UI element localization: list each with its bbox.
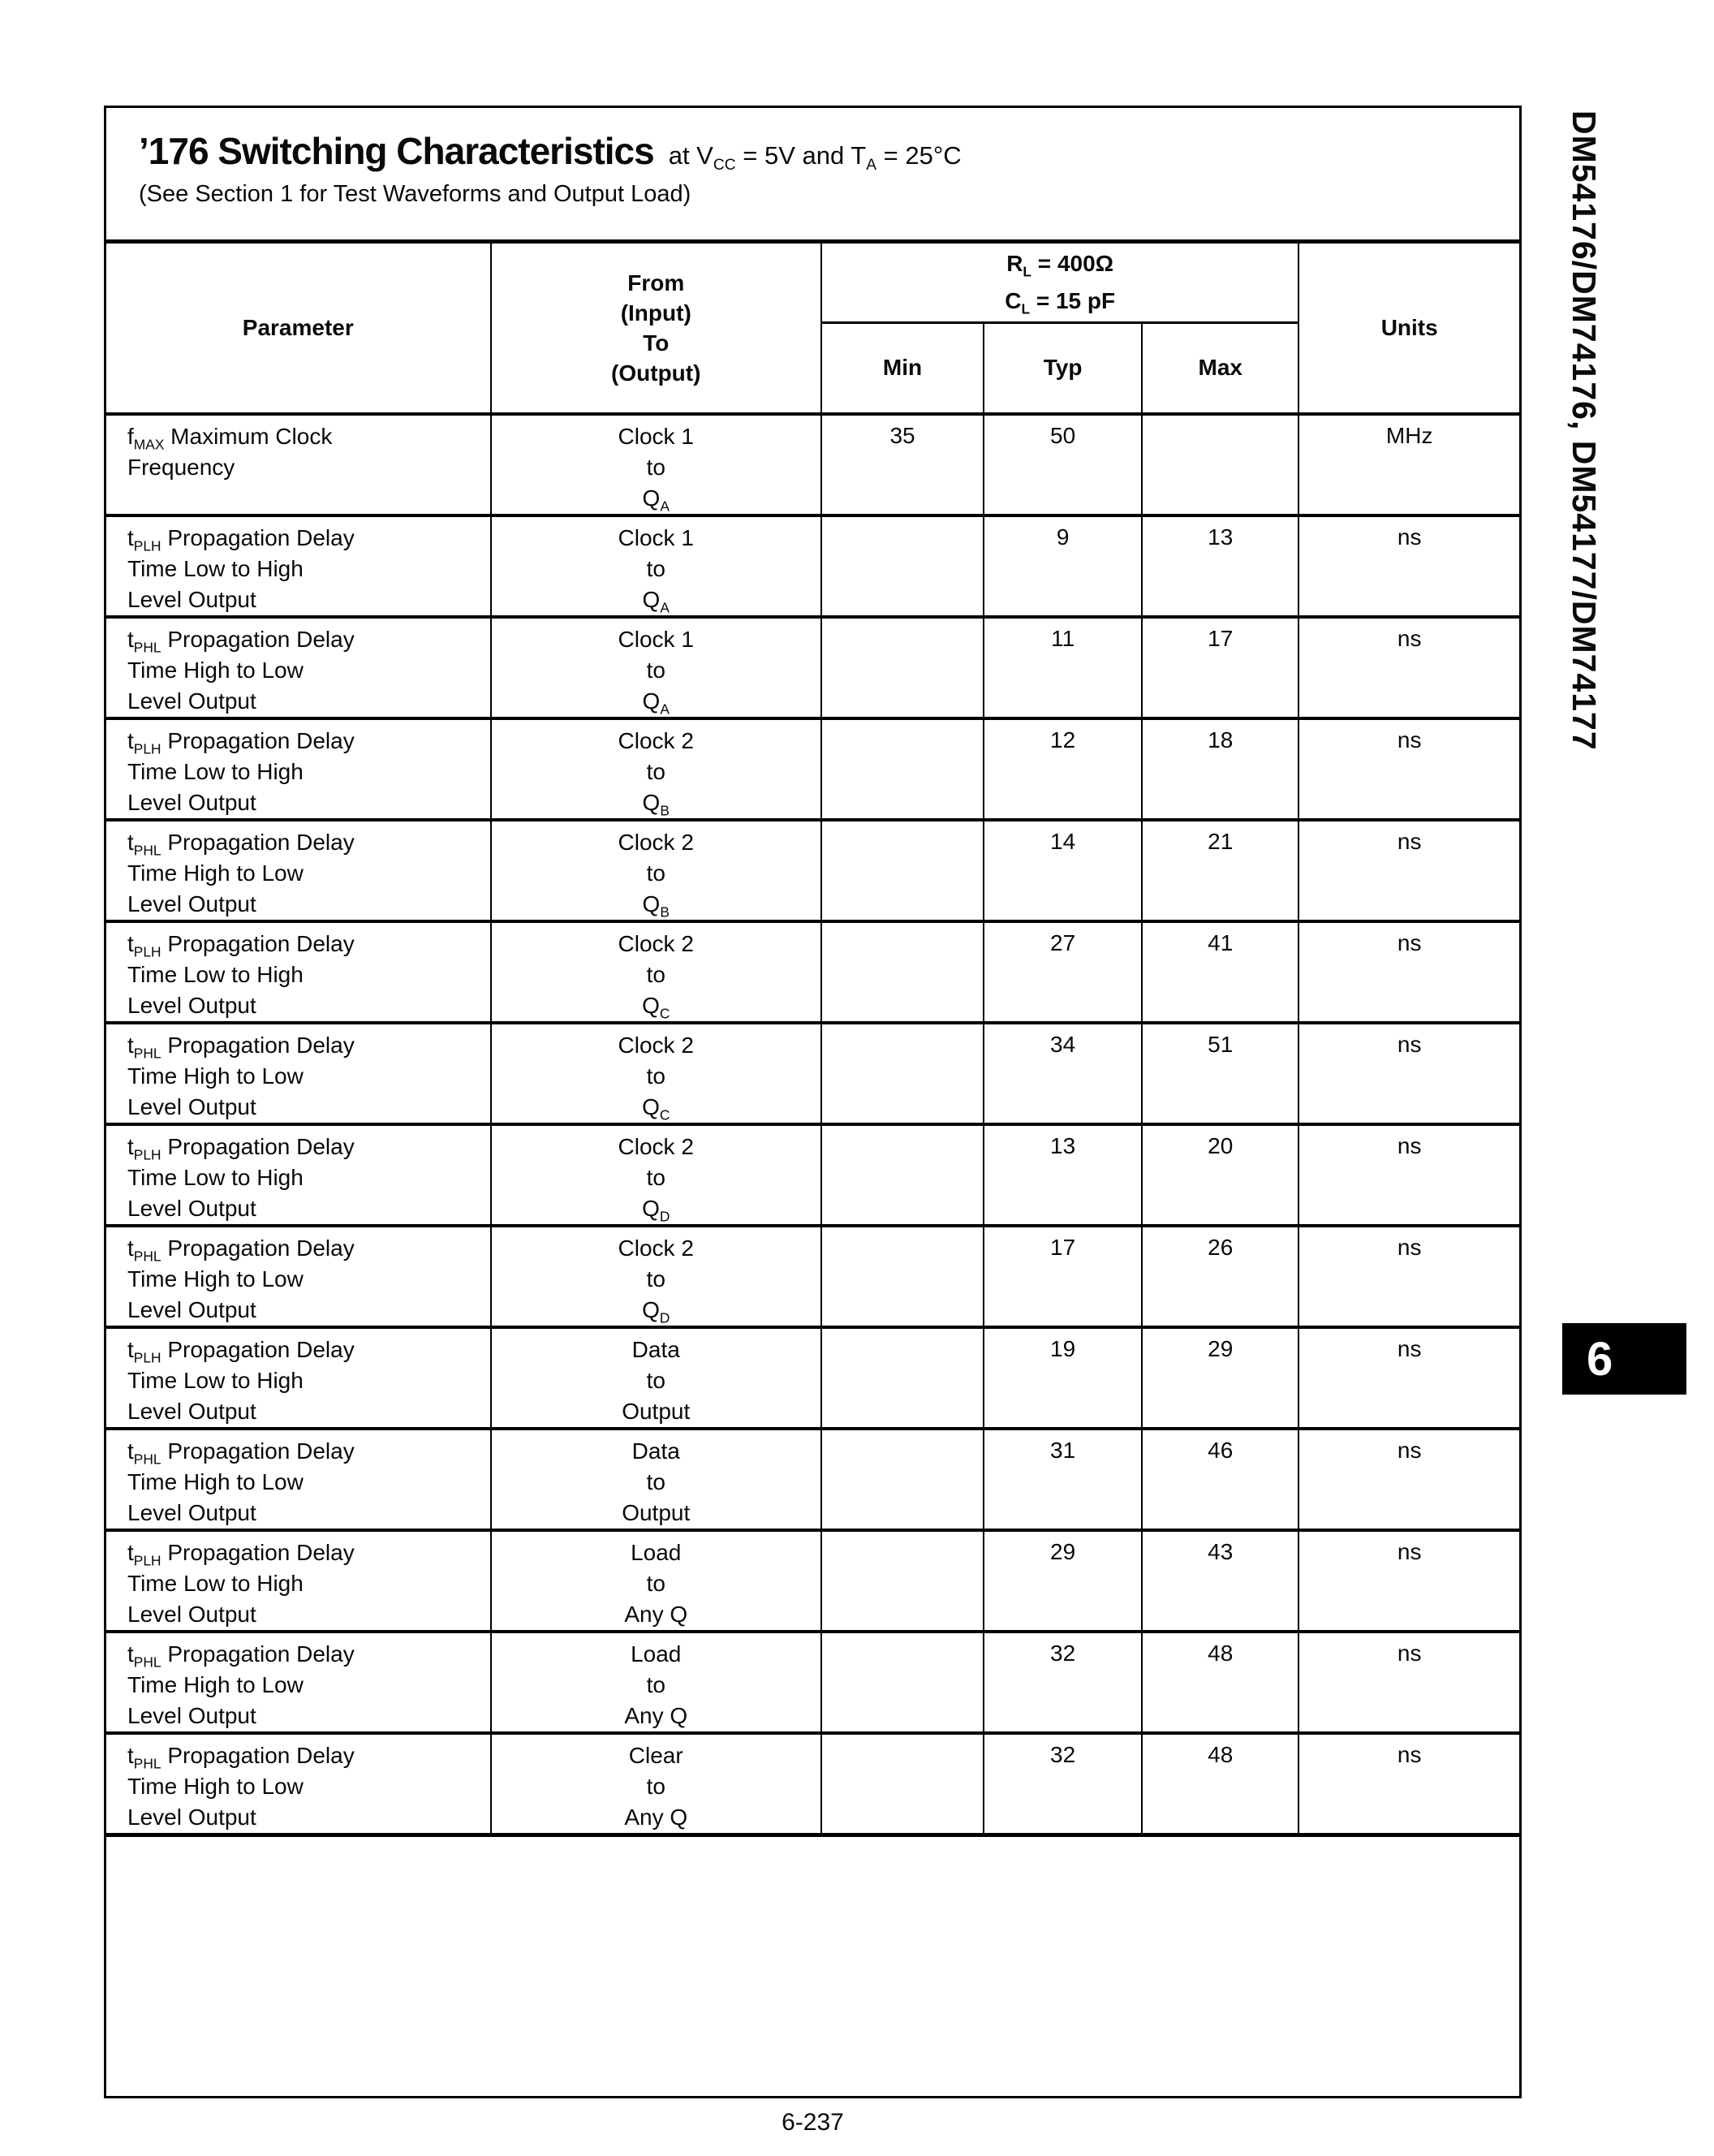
to-word: to bbox=[646, 1164, 665, 1190]
to-word: to bbox=[646, 758, 665, 784]
units-cell: ns bbox=[1298, 1429, 1519, 1530]
parameter-line-2: Time High to Low bbox=[127, 1266, 304, 1291]
to-word: to bbox=[646, 1063, 665, 1089]
from-to-cell bbox=[491, 1429, 821, 1530]
output-signal: Any Q bbox=[624, 1601, 688, 1627]
parameter-line-3: Level Output bbox=[127, 1601, 256, 1627]
typ-value-cell: 34 bbox=[984, 1023, 1142, 1124]
parameter-line-3: Level Output bbox=[127, 1702, 256, 1728]
parameter-cell bbox=[106, 718, 491, 820]
parameter-line-2: Time Low to High bbox=[127, 555, 304, 581]
from-to-cell bbox=[491, 718, 821, 820]
typ-value-cell: 9 bbox=[984, 515, 1142, 617]
parameter-line-3: Level Output bbox=[127, 789, 256, 815]
min-value-cell bbox=[821, 1226, 984, 1327]
min-value-cell bbox=[821, 820, 984, 921]
max-value-cell: 41 bbox=[1142, 921, 1298, 1023]
section-tab-badge bbox=[1562, 1323, 1686, 1395]
sidebar-part-numbers: DM54176/DM74176, DM54177/DM74177 bbox=[1565, 110, 1603, 751]
col-header-min: Min bbox=[821, 323, 984, 414]
col-header-units: Units bbox=[1298, 242, 1519, 414]
max-value-cell: 48 bbox=[1142, 1733, 1298, 1835]
output-signal: Output bbox=[622, 1499, 691, 1525]
min-value-cell bbox=[821, 1632, 984, 1733]
from-signal: Clock 1 bbox=[618, 524, 694, 550]
parameter-cell bbox=[106, 1733, 491, 1835]
output-signal: $Q_A$ bbox=[642, 688, 670, 718]
units-cell: ns bbox=[1298, 1733, 1519, 1835]
typ-value-cell: 19 bbox=[984, 1327, 1142, 1429]
parameter-line-1: $t_{PLH}$ Propagation Delay bbox=[127, 1133, 355, 1163]
to-word: to bbox=[646, 1266, 665, 1291]
from-signal: Load bbox=[631, 1539, 682, 1565]
load-resistance: $R_L = 400\Omega$ bbox=[1006, 251, 1114, 280]
typ-value-cell: 31 bbox=[984, 1429, 1142, 1530]
from-signal: Clear bbox=[628, 1742, 683, 1768]
table-row bbox=[106, 1733, 1519, 1835]
table-row bbox=[106, 1023, 1519, 1124]
table-body bbox=[106, 414, 1519, 1835]
parameter-cell bbox=[106, 414, 491, 515]
max-value-cell: 26 bbox=[1142, 1226, 1298, 1327]
table-row bbox=[106, 921, 1519, 1023]
table-row bbox=[106, 1632, 1519, 1733]
from-signal: Clock 2 bbox=[618, 930, 694, 956]
parameter-cell bbox=[106, 1226, 491, 1327]
parameter-cell bbox=[106, 921, 491, 1023]
parameter-line-1: $t_{PLH}$ Propagation Delay bbox=[127, 524, 355, 554]
from-signal: Clock 2 bbox=[618, 1235, 694, 1261]
parameter-line-3: Level Output bbox=[127, 992, 256, 1018]
typ-value-cell: 11 bbox=[984, 617, 1142, 718]
units-cell: ns bbox=[1298, 718, 1519, 820]
switching-characteristics-table bbox=[106, 239, 1519, 1837]
units-cell: ns bbox=[1298, 617, 1519, 718]
output-signal: $Q_D$ bbox=[642, 1195, 670, 1225]
parameter-cell bbox=[106, 1023, 491, 1124]
from-signal: Clock 1 bbox=[618, 423, 694, 449]
parameter-line-3: Level Output bbox=[127, 1804, 256, 1830]
min-value-cell bbox=[821, 1023, 984, 1124]
parameter-line-2: Time Low to High bbox=[127, 1367, 304, 1393]
parameter-line-3: Level Output bbox=[127, 1398, 256, 1424]
parameter-line-2: Time High to Low bbox=[127, 657, 304, 683]
max-value-cell: 46 bbox=[1142, 1429, 1298, 1530]
to-word: to bbox=[646, 860, 665, 886]
parameter-cell bbox=[106, 617, 491, 718]
max-value-cell: 20 bbox=[1142, 1124, 1298, 1226]
load-capacitance: $C_L = 15$ pF bbox=[1005, 288, 1116, 317]
typ-value-cell: 14 bbox=[984, 820, 1142, 921]
parameter-line-1: $t_{PLH}$ Propagation Delay bbox=[127, 727, 355, 757]
max-value-cell: 18 bbox=[1142, 718, 1298, 820]
from-signal: Clock 2 bbox=[618, 727, 694, 753]
output-signal: $Q_A$ bbox=[642, 485, 670, 515]
output-signal: $Q_B$ bbox=[642, 789, 670, 819]
to-word: to bbox=[646, 657, 665, 683]
parameter-line-1: $t_{PHL}$ Propagation Delay bbox=[127, 1235, 355, 1265]
from-to-cell bbox=[491, 1023, 821, 1124]
to-word: to bbox=[646, 1671, 665, 1697]
table-row bbox=[106, 1327, 1519, 1429]
typ-value-cell: 29 bbox=[984, 1530, 1142, 1632]
col-header-from-to: From (Input) To (Output) bbox=[491, 242, 821, 414]
units-cell: ns bbox=[1298, 1124, 1519, 1226]
table-row bbox=[106, 718, 1519, 820]
section-note: (See Section 1 for Test Waveforms and Output Load) bbox=[139, 181, 691, 207]
table-row bbox=[106, 820, 1519, 921]
units-cell: ns bbox=[1298, 820, 1519, 921]
parameter-line-3: Level Output bbox=[127, 586, 256, 612]
typ-value-cell: 17 bbox=[984, 1226, 1142, 1327]
page-number: 6-237 bbox=[782, 2109, 844, 2136]
parameter-line-2: Time High to Low bbox=[127, 860, 304, 886]
content-box bbox=[104, 106, 1522, 2098]
from-to-cell bbox=[491, 1226, 821, 1327]
test-conditions: at $V_{CC} = 5V$ and $T_A = 25^\circ C$ bbox=[668, 141, 962, 175]
typ-value-cell: 32 bbox=[984, 1632, 1142, 1733]
min-value-cell bbox=[821, 1327, 984, 1429]
max-value-cell: 29 bbox=[1142, 1327, 1298, 1429]
max-value-cell: 48 bbox=[1142, 1632, 1298, 1733]
output-signal: $Q_A$ bbox=[642, 586, 670, 616]
max-value-cell: 21 bbox=[1142, 820, 1298, 921]
from-signal: Clock 2 bbox=[618, 1133, 694, 1159]
to-word: to bbox=[646, 1468, 665, 1494]
table-row bbox=[106, 1124, 1519, 1226]
units-cell: ns bbox=[1298, 1327, 1519, 1429]
parameter-line-3: Level Output bbox=[127, 1499, 256, 1525]
units-cell: ns bbox=[1298, 1226, 1519, 1327]
parameter-line-3: Level Output bbox=[127, 688, 256, 714]
from-to-cell bbox=[491, 617, 821, 718]
col-header-load-conditions bbox=[821, 242, 1298, 323]
parameter-line-3: Level Output bbox=[127, 1296, 256, 1322]
units-cell: ns bbox=[1298, 921, 1519, 1023]
parameter-cell bbox=[106, 1124, 491, 1226]
col-header-parameter: Parameter bbox=[242, 314, 354, 340]
parameter-line-2: Time High to Low bbox=[127, 1468, 304, 1494]
parameter-line-1: $t_{PHL}$ Propagation Delay bbox=[127, 1641, 355, 1671]
output-signal: $Q_C$ bbox=[642, 1093, 670, 1123]
to-word: to bbox=[646, 1773, 665, 1799]
from-signal: Clock 1 bbox=[618, 626, 694, 652]
units-cell: ns bbox=[1298, 1023, 1519, 1124]
from-signal: Clock 2 bbox=[618, 1032, 694, 1058]
output-signal: $Q_B$ bbox=[642, 890, 670, 921]
typ-value-cell: 27 bbox=[984, 921, 1142, 1023]
min-value-cell bbox=[821, 921, 984, 1023]
min-value-cell bbox=[821, 1530, 984, 1632]
max-value-cell: 43 bbox=[1142, 1530, 1298, 1632]
parameter-line-1: $t_{PHL}$ Propagation Delay bbox=[127, 1438, 355, 1468]
parameter-line-1: $t_{PHL}$ Propagation Delay bbox=[127, 1032, 355, 1062]
min-value-cell bbox=[821, 1124, 984, 1226]
table-row bbox=[106, 1530, 1519, 1632]
to-word: to bbox=[646, 961, 665, 987]
parameter-cell bbox=[106, 1632, 491, 1733]
parameter-line-2: Frequency bbox=[127, 454, 235, 480]
from-signal: Clock 2 bbox=[618, 829, 694, 855]
units-cell: ns bbox=[1298, 1632, 1519, 1733]
min-value-cell bbox=[821, 1429, 984, 1530]
typ-value-cell: 12 bbox=[984, 718, 1142, 820]
parameter-line-2: Time Low to High bbox=[127, 1164, 304, 1190]
table-row bbox=[106, 617, 1519, 718]
title-block bbox=[139, 129, 962, 208]
max-value-cell bbox=[1142, 414, 1298, 515]
parameter-cell bbox=[106, 1327, 491, 1429]
col-header-typ: Typ bbox=[984, 323, 1142, 414]
min-value-cell bbox=[821, 617, 984, 718]
output-signal: $Q_C$ bbox=[642, 992, 670, 1022]
to-word: to bbox=[646, 454, 665, 480]
parameter-line-1: $t_{PHL}$ Propagation Delay bbox=[127, 626, 355, 656]
typ-value-cell: 13 bbox=[984, 1124, 1142, 1226]
max-value-cell: 51 bbox=[1142, 1023, 1298, 1124]
output-signal: Output bbox=[622, 1398, 691, 1424]
from-signal: Data bbox=[631, 1336, 680, 1362]
units-cell: ns bbox=[1298, 1530, 1519, 1632]
parameter-line-3: Level Output bbox=[127, 1195, 256, 1221]
output-signal: Any Q bbox=[624, 1702, 688, 1728]
parameter-line-3: Level Output bbox=[127, 1093, 256, 1119]
from-to-cell bbox=[491, 1327, 821, 1429]
parameter-cell bbox=[106, 820, 491, 921]
units-cell: ns bbox=[1298, 515, 1519, 617]
min-value-cell bbox=[821, 515, 984, 617]
table-row bbox=[106, 515, 1519, 617]
from-to-cell bbox=[491, 414, 821, 515]
parameter-line-1: $t_{PHL}$ Propagation Delay bbox=[127, 829, 355, 859]
from-to-cell bbox=[491, 1733, 821, 1835]
table-row bbox=[106, 414, 1519, 515]
output-signal: Any Q bbox=[624, 1804, 688, 1830]
to-word: to bbox=[646, 555, 665, 581]
from-to-cell bbox=[491, 921, 821, 1023]
parameter-line-1: $t_{PLH}$ Propagation Delay bbox=[127, 1336, 355, 1366]
min-value-cell: 35 bbox=[821, 414, 984, 515]
parameter-line-2: Time Low to High bbox=[127, 961, 304, 987]
parameter-line-2: Time Low to High bbox=[127, 758, 304, 784]
max-value-cell: 17 bbox=[1142, 617, 1298, 718]
parameter-line-1: $f_{MAX}$ Maximum Clock bbox=[127, 423, 333, 453]
min-value-cell bbox=[821, 718, 984, 820]
parameter-line-3: Level Output bbox=[127, 890, 256, 916]
from-signal: Data bbox=[631, 1438, 680, 1464]
table-header bbox=[106, 242, 1519, 414]
min-value-cell bbox=[821, 1733, 984, 1835]
section-number: 6 bbox=[1587, 1332, 1613, 1386]
from-to-cell bbox=[491, 1530, 821, 1632]
from-to-cell bbox=[491, 515, 821, 617]
table-row bbox=[106, 1429, 1519, 1530]
col-header-max: Max bbox=[1142, 323, 1298, 414]
from-signal: Load bbox=[631, 1641, 682, 1667]
max-value-cell: 13 bbox=[1142, 515, 1298, 617]
parameter-line-1: $t_{PLH}$ Propagation Delay bbox=[127, 1539, 355, 1569]
typ-value-cell: 50 bbox=[984, 414, 1142, 515]
parameter-line-1: $t_{PHL}$ Propagation Delay bbox=[127, 1742, 355, 1772]
units-cell: MHz bbox=[1298, 414, 1519, 515]
parameter-line-1: $t_{PLH}$ Propagation Delay bbox=[127, 930, 355, 960]
parameter-line-2: Time High to Low bbox=[127, 1773, 304, 1799]
parameter-line-2: Time Low to High bbox=[127, 1570, 304, 1596]
from-to-cell bbox=[491, 1124, 821, 1226]
parameter-line-2: Time High to Low bbox=[127, 1063, 304, 1089]
parameter-cell bbox=[106, 1429, 491, 1530]
parameter-cell bbox=[106, 515, 491, 617]
parameter-line-2: Time High to Low bbox=[127, 1671, 304, 1697]
parameter-cell bbox=[106, 1530, 491, 1632]
page-title: ’176 Switching Characteristics bbox=[139, 130, 654, 172]
from-to-cell bbox=[491, 820, 821, 921]
to-word: to bbox=[646, 1570, 665, 1596]
table-row bbox=[106, 1226, 1519, 1327]
typ-value-cell: 32 bbox=[984, 1733, 1142, 1835]
output-signal: $Q_D$ bbox=[642, 1296, 670, 1326]
from-to-cell bbox=[491, 1632, 821, 1733]
to-word: to bbox=[646, 1367, 665, 1393]
